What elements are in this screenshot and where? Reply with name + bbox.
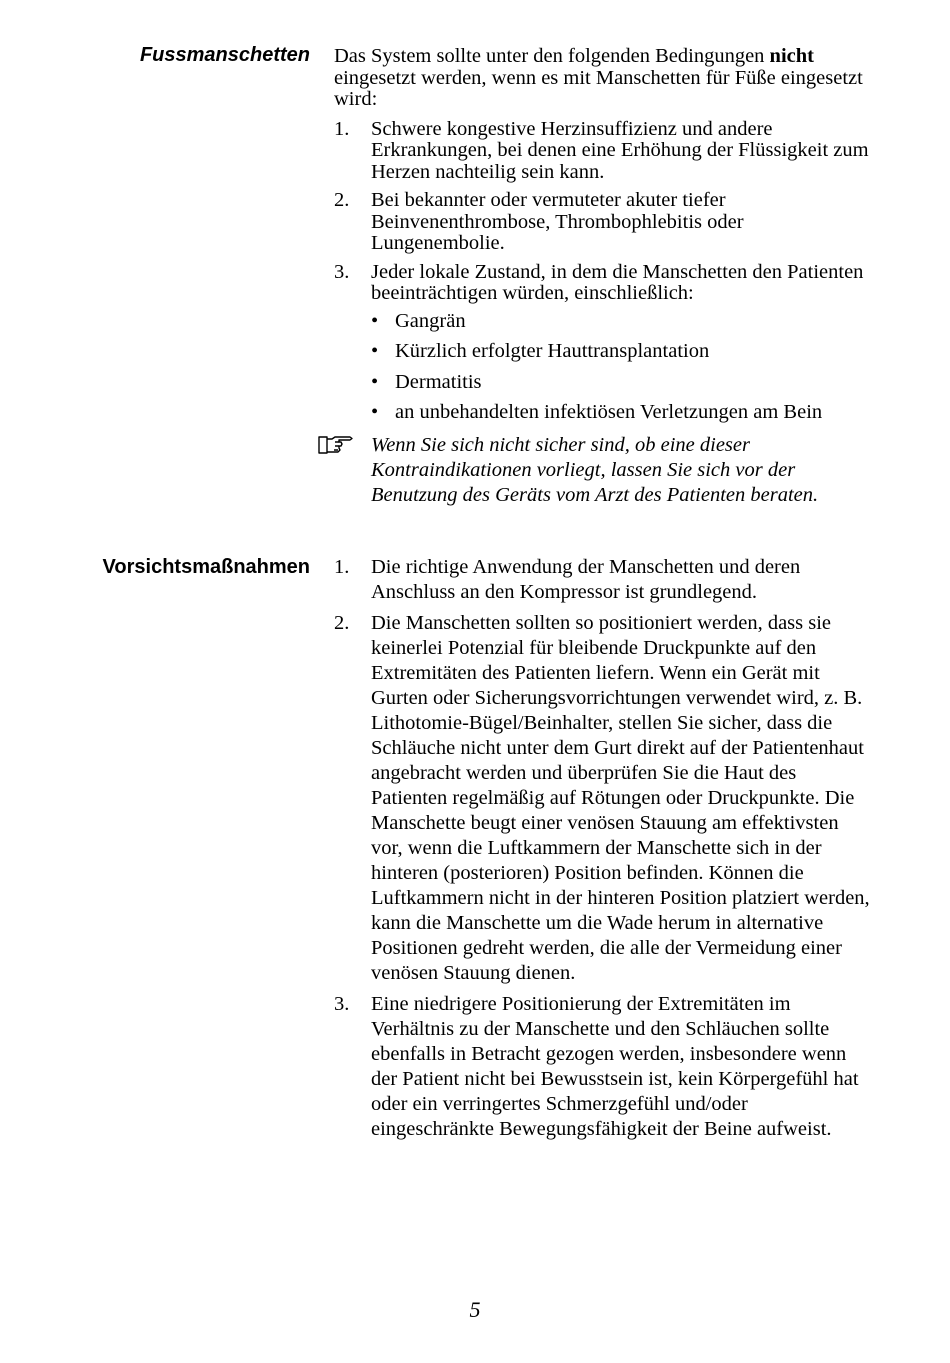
section-body-vorsichtsmassnahmen — [334, 555, 874, 1148]
bullet-list — [371, 311, 874, 424]
list-item-text: Jeder lokale Zustand, in dem die Manschetten den Patienten beeinträchtigen würden, einschließlich: — [371, 260, 864, 304]
page-number: 5 — [469, 1297, 481, 1322]
note-text: Wenn Sie sich nicht sicher sind, ob eine dieser Kontraindikationen vorliegt, lassen Sie sich vor der Benutzung des Geräts vom Arzt des Patienten beraten. — [371, 433, 819, 506]
note — [334, 433, 874, 508]
list-item-text: Bei bekannter oder vermuteter akuter tiefer Beinvenenthrombose, Thrombophlebitis oder Lungenembolie. — [371, 189, 744, 254]
list-number: 3. — [334, 993, 350, 1015]
list-item-text: Die richtige Anwendung der Manschetten und deren Anschluss an den Kompressor ist grundlegend. — [371, 556, 801, 603]
list-item — [334, 555, 874, 605]
bullet-item: • Dermatitis — [371, 370, 482, 393]
list-number: 1. — [334, 556, 350, 578]
list-item — [334, 611, 874, 986]
list-number: 2. — [334, 189, 350, 211]
bullet-item: • Gangrän — [371, 309, 466, 332]
bullet-icon: • — [371, 309, 379, 332]
list-item — [334, 992, 874, 1142]
section-body-fussmanschetten — [334, 46, 874, 508]
list-item — [334, 119, 874, 184]
bullet-icon: • — [371, 340, 379, 362]
section-heading-fussmanschetten: Fussmanschetten — [139, 44, 310, 66]
bullet-item: • an unbehandelten infektiösen Verletzungen am Bein — [371, 401, 823, 423]
section-heading-vorsichtsmassnahmen: Vorsichtsmaßnahmen — [102, 556, 310, 578]
bullet-item: • Kürzlich erfolgter Hauttransplantation — [371, 340, 710, 362]
list-number: 3. — [334, 260, 350, 283]
list-number: 2. — [334, 612, 350, 634]
list-item-text: Eine niedrigere Positionierung der Extremitäten im Verhältnis zu der Manschette und den Schläuchen sollte ebenfalls in Betracht gezogen werden, insbesondere wenn der Patient nicht bei Bewusstsein ist, kein Körpergefühl hat oder ein verringertes Schmerzgefühl und/oder eingeschränkte Bewegungsfähigkeit der Beine aufweist. — [371, 993, 859, 1140]
list-item-text: Schwere kongestive Herzinsuffizienz und andere Erkrankungen, bei denen eine Erhöhung der Flüssigkeit zum Herzen nachteilig sein kann. — [371, 117, 869, 183]
pointing-hand-icon — [318, 435, 354, 455]
bullet-icon: • — [371, 370, 379, 393]
list-item — [334, 190, 874, 255]
emphasis-nicht: nicht — [769, 45, 814, 67]
list-item — [334, 262, 874, 424]
list-number: 1. — [334, 117, 350, 140]
list-item-text: Die Manschetten sollten so positioniert werden, dass sie keinerlei Potenzial für bleibende Druckpunkte auf den Extremitäten des Patienten liefern. Wenn ein Gerät mit Gurten oder Sicherungsvorrichtungen verwendet wird, z. B. Lithotomie-Bügel/Beinhalter, stellen Sie sicher, dass die Schläuche nicht unter dem Gurt direkt auf der Patientenhaut angebracht werden und überprüfen Sie die Haut des Patienten regelmäßig auf Rötungen oder Druckpunkte. Die Manschette beugt einer venösen Stauung am effektivsten vor, wenn die Luftkammern der Manschette sich in der hinteren (posterioren) Position befinden. Können die Luftkammern nicht in der hinteren Position platziert werden, kann die Manschette um die Wade herum in alternative Positionen gedreht werden, die alle der Vermeidung einer venösen Stauung dienen. — [371, 612, 870, 984]
intro-paragraph: Das System sollte unter den folgenden Bedingungen nicht eingesetzt werden, wenn es mit Manschetten für Füße eingesetzt wird: — [334, 45, 863, 110]
bullet-icon: • — [371, 401, 379, 423]
